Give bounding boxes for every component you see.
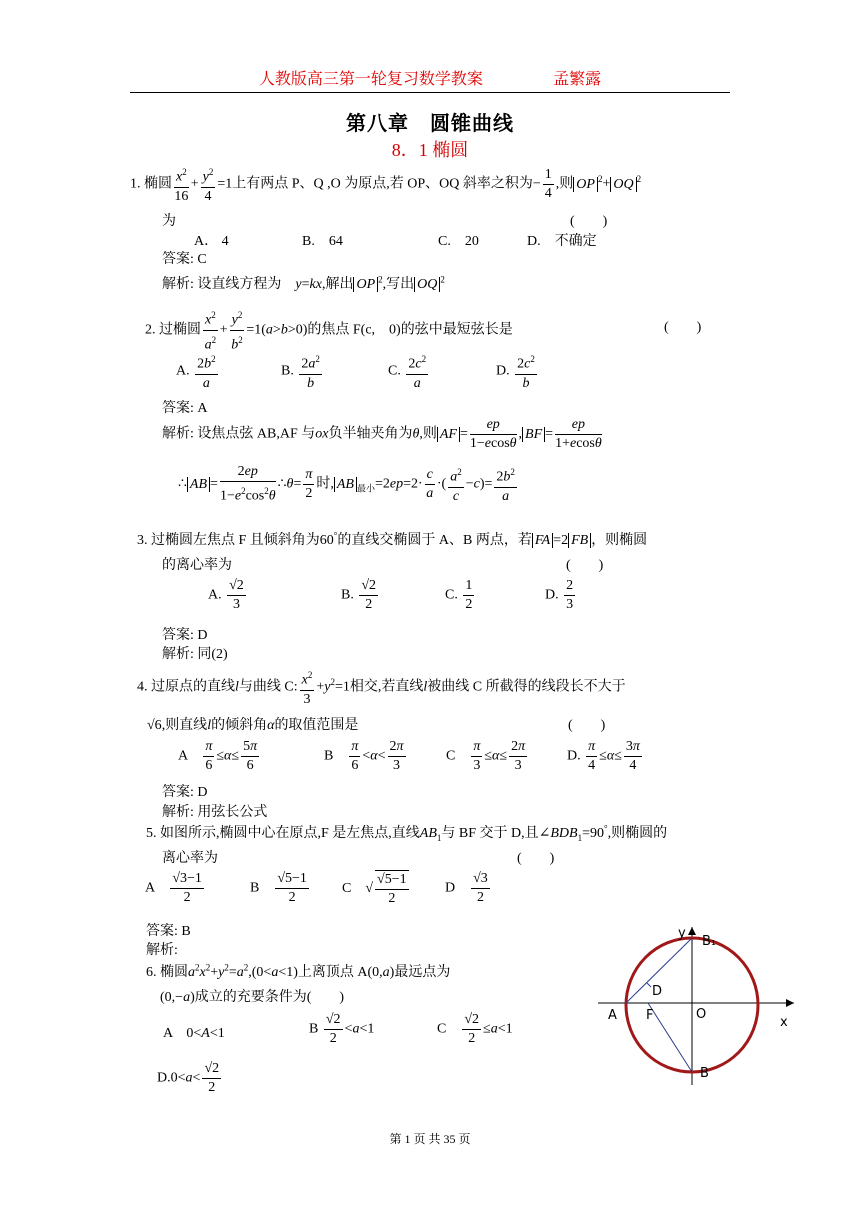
- q2-analysis-line2: ∴ AB = $\frac{2ep}{1-e^2\cos^2\theta}$ ∴θ= $\frac{\pi}{2}$ 时, AB $_{最小}$=2ep=2· $\frac{c}{a}$ ·( $\frac{a^2}{c}$ −c)= $\frac{2b^2}{a}$: [178, 464, 515, 504]
- label-x: x: [780, 1015, 788, 1030]
- q5-line2: 离心率为: [162, 851, 218, 866]
- q5-option-a: A $\frac{√3-1}{2}$: [145, 871, 202, 905]
- q6-line2: (0,−a)成立的充要条件为( ): [160, 990, 345, 1005]
- q6-option-b: B $\frac{√2}{2}$ <a<1: [309, 1012, 375, 1046]
- x-axis-arrow: [786, 999, 794, 1007]
- q2-paren: ( ): [664, 320, 702, 335]
- q5-option-b: B $\frac{√5-1}{2}$: [250, 871, 307, 905]
- q6-option-c: C $\frac{√2}{2}$ ≤a<1: [437, 1012, 513, 1046]
- label-b1: B₁: [702, 934, 717, 949]
- q5-analysis: 解析:: [146, 943, 178, 958]
- page-footer: 第 1 页 共 35 页: [389, 1132, 471, 1146]
- q1-option-a: A． 4: [194, 234, 229, 249]
- q1-analysis: 解析: 设直线方程为 y=kx,解出 OP $^2$,写出 OQ $^2$: [162, 274, 445, 292]
- header-author: 孟繁露: [553, 69, 602, 88]
- y-axis-arrow: [688, 927, 696, 935]
- q4-option-d: D. $\frac{\pi}{4}$ ≤α≤ $\frac{3\pi}{4}$: [567, 739, 640, 773]
- label-y: y: [678, 926, 686, 941]
- label-b: B: [700, 1066, 709, 1081]
- q5-paren: ( ): [517, 851, 555, 866]
- q2-option-c: C. $\frac{2c^2}{a}$: [388, 350, 430, 393]
- q4-analysis: 解析: 用弦长公式: [162, 805, 268, 820]
- q5-line1: 5. 如图所示,椭圆中心在原点,F 是左焦点,直线$AB_1$与 BF 交于 D,且$\angle BDB_1=90^\circ$,则椭圆的: [146, 823, 668, 843]
- q2-option-a: A. $\frac{2b^2}{a}$: [176, 350, 220, 393]
- chapter-title: 第八章 圆锥曲线: [346, 111, 514, 135]
- q1-line2: 为: [162, 214, 176, 229]
- q4-option-a: A $\frac{\pi}{6}$ ≤α≤ $\frac{5\pi}{6}$: [178, 739, 258, 773]
- q5-answer: 答案: B: [146, 924, 191, 939]
- q3-line2: 的离心率为: [162, 558, 232, 573]
- q2-option-d: D. $\frac{2c^2}{b}$: [496, 350, 539, 393]
- q2-analysis-line1: 解析: 设焦点弦 AB,AF 与ox负半轴夹角为θ,则 AF = $\frac{ep}{1-ecos\theta}$ , BF = $\frac{ep}{1+ecos\theta}$: [162, 417, 602, 451]
- right-angle-mark: [647, 983, 651, 987]
- q4-option-c: C $\frac{\pi}{3}$ ≤α≤ $\frac{2\pi}{3}$: [446, 739, 526, 773]
- section-title: 8．1 椭圆: [391, 140, 469, 160]
- q4-option-b: B $\frac{\pi}{6}$ <α< $\frac{2\pi}{3}$: [324, 739, 404, 773]
- q1-paren: ( ): [570, 214, 608, 229]
- q3-option-b: B. $\frac{√2}{2}$: [341, 578, 377, 612]
- q3-answer: 答案: D: [162, 628, 208, 643]
- ellipse-diagram: [598, 925, 798, 1085]
- q3-paren: ( ): [566, 558, 604, 573]
- q2-option-b: B. $\frac{2a^2}{b}$: [281, 350, 324, 393]
- q4-answer: 答案: D: [162, 785, 208, 800]
- page-header: [0, 66, 860, 89]
- q6-line1: 6. 椭圆$a^2x^2+y^2=a^2,(0<a<1)$上离顶点 A(0,a)最远点为: [146, 962, 451, 980]
- q4-line2: √6,则直线l的倾斜角α的取值范围是: [147, 718, 359, 733]
- header-title: 人教版高三第一轮复习数学教案: [258, 69, 483, 88]
- q1-answer: 答案: C: [162, 252, 207, 267]
- q1-option-b: B. 64: [302, 234, 343, 249]
- q3-option-a: A. $\frac{√2}{3}$: [208, 578, 244, 612]
- q1-option-d: D. 不确定: [527, 234, 597, 249]
- q2-answer: 答案: A: [162, 401, 208, 416]
- header-rule: [130, 92, 730, 93]
- q3-option-d: D. $\frac{2}{3}$: [545, 578, 574, 612]
- q3-analysis: 解析: 同(2): [162, 647, 228, 662]
- q5-option-d: D $\frac{√3}{2}$: [445, 871, 488, 905]
- q4-line1: 4. 过原点的直线l与曲线 C: $\frac{x^2}{3}$ $+y^2=1$相交,若直线l被曲线 C 所截得的线段长不大于: [137, 666, 626, 709]
- label-f: F: [646, 1008, 654, 1023]
- q3-option-c: C. $\frac{1}{2}$: [445, 578, 473, 612]
- q3-line1: 3. 过椭圆左焦点 F 且倾斜角为60°的直线交椭圆于 A、B 两点，若 FA =2 FB ，则椭圆: [137, 530, 648, 548]
- q5-option-c: C √ $\frac{√5-1}{2}$: [342, 872, 407, 906]
- label-d: D: [652, 984, 663, 999]
- q6-option-d: D.0<a< $\frac{√2}{2}$: [157, 1061, 220, 1095]
- q2-line1: 2. 过椭圆 $\frac{x^2}{a^2}$ + $\frac{y^2}{b^2}$ =1(a>b>0)的焦点 F(c, 0)的弦中最短弦长是: [145, 306, 513, 354]
- q1-option-c: C. 20: [438, 234, 479, 249]
- label-a: A: [608, 1008, 617, 1023]
- q1-line1: 1. 椭圆 $\frac{x^2}{16}$ + $\frac{y^2}{4}$ =1上有两点 P、Q ,O 为原点,若 OP、OQ 斜率之积为− $\frac{1}{4}$ ,则 OP $^2$+ OQ $^2$: [130, 163, 641, 206]
- q4-paren: ( ): [568, 718, 606, 733]
- label-o: O: [696, 1007, 707, 1022]
- q6-option-a: A 0<A<1: [163, 1026, 225, 1041]
